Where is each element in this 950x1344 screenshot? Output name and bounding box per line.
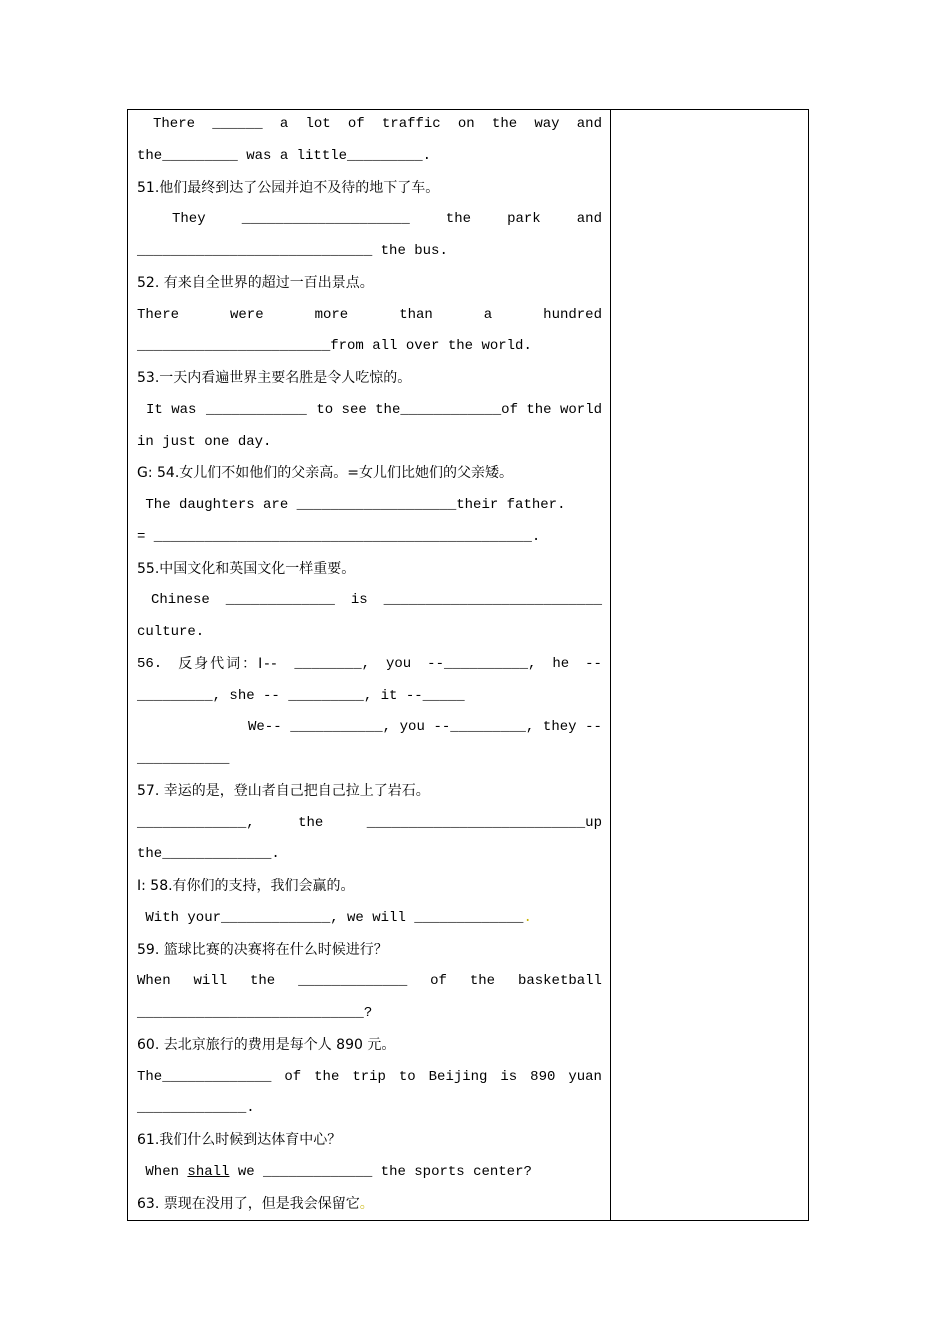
word: traffic [381,116,441,132]
word: of [430,973,447,990]
word: Beijing [428,1068,488,1085]
line-8: _______________________from all over the world. [137,338,532,355]
word: -- [585,719,602,736]
word: is [500,1068,518,1085]
line-14: = _____________________________________________. [137,528,541,545]
word: than [399,306,433,323]
line-31 [137,1062,602,1094]
line-23 [137,808,602,840]
line-2: the_________ was a little_________. [137,147,432,164]
sentence-end: we _____________ the sports center? [229,1163,532,1180]
word: and [576,116,602,132]
blank: __________________________ [383,592,602,609]
blank: ____________________ [241,211,410,228]
line-13: The daughters are ___________________their father. [137,497,566,513]
sentence: With your_____________, we will _____________ [137,909,524,926]
word: way [534,116,560,132]
question-54: G: 54.女儿们不如他们的父亲高。=女儿们比她们的父亲矮。 [137,465,514,482]
word: of [284,1068,302,1085]
question-52: 52. 有来自全世界的超过一百出景点。 [137,274,374,291]
underlined-word: shall [187,1163,230,1180]
word: you [399,719,425,736]
blank: ____________ [205,401,307,418]
word: -- [585,655,602,672]
word: the [491,116,518,132]
exercise-cell [137,109,602,1220]
question-text: 63. 票现在没用了，但是我会保留它 [137,1195,360,1212]
word: yuan [568,1068,602,1085]
period-mark: 。 [359,1195,374,1212]
blank: __________________________up [366,814,602,831]
word: hundred [543,306,602,323]
line-5: ____________________________ the bus. [137,243,448,259]
line-11: in just one day. [137,433,272,450]
line-34 [137,1157,602,1189]
question-61: 61.我们什么时候到达体育中心？ [137,1132,342,1148]
word: the [314,1068,340,1085]
sentence-start: When [137,1163,188,1180]
word: It was [146,401,197,418]
word: is [350,592,368,609]
blank: ___________, [290,719,392,736]
word: you [385,655,412,672]
word: of [347,116,365,132]
blank: _____________ [225,592,335,609]
word: were [230,306,264,323]
question-53: 53.一天内看遍世界主要名胜是令人吃惊的。 [137,370,412,386]
word: basketball [517,973,602,990]
line-26 [137,903,602,935]
word: more [314,306,349,323]
question-58: I: 58.有你们的支持，我们会赢的。 [137,878,355,894]
question-55: 55.中国文化和英国文化一样重要。 [137,560,356,577]
word: When [137,973,171,990]
word: Chinese [151,592,210,609]
word: 56. [137,655,163,672]
blank: ______ [212,116,263,132]
word: lot [305,116,331,132]
word: will [193,973,228,990]
word: There [137,306,180,323]
word: a [279,116,289,132]
column-divider [610,109,611,1221]
word: a [483,306,493,323]
question-57: 57. 幸运的是，登山者自己把自己拉上了岩石。 [137,782,430,799]
line-21: ___________ [137,751,230,767]
period-mark: . [523,909,532,926]
blank: _____________ [298,973,408,990]
word: to [398,1068,416,1085]
blank: --_________, [433,719,535,736]
word: park [507,211,541,228]
word: they [542,719,577,736]
word: 890 [530,1068,556,1085]
word: 反身代词：I-- [178,655,279,672]
question-51: 51.他们最终到达了公园并迫不及待的地下了车。 [137,179,440,196]
line-20 [137,712,602,744]
line-1 [137,109,602,141]
line-17: culture. [137,624,205,640]
blank: _____________, [137,814,255,831]
question-60: 60. 去北京旅行的费用是每个人 890 元。 [137,1036,396,1053]
line-4 [137,204,602,236]
line-7 [137,300,602,332]
blank: ________, [294,655,371,672]
word: They [172,211,206,228]
question-56 [137,649,602,681]
line-28 [137,966,602,998]
line-10 [137,395,602,427]
line-19: _________, she -- _________, it --_____ [137,687,465,704]
question-63 [137,1189,602,1221]
blank: The_____________ [137,1068,272,1085]
line-16 [137,585,602,617]
word: the [298,814,324,831]
word: trip [352,1068,386,1085]
word: the [445,211,472,228]
word: he [552,655,570,672]
word: the [469,973,496,990]
question-59: 59. 篮球比赛的决赛将在什么时候进行？ [137,941,388,958]
word: to see the____________of the world [316,401,602,418]
word: the [249,973,276,990]
word: We-- [248,719,282,736]
blank: --__________, [427,655,537,672]
line-32: _____________. [137,1100,255,1117]
line-29: ___________________________? [137,1005,373,1021]
line-24: the_____________. [137,846,280,863]
word: and [576,211,602,228]
word: on [457,116,475,132]
word: There [153,116,196,132]
